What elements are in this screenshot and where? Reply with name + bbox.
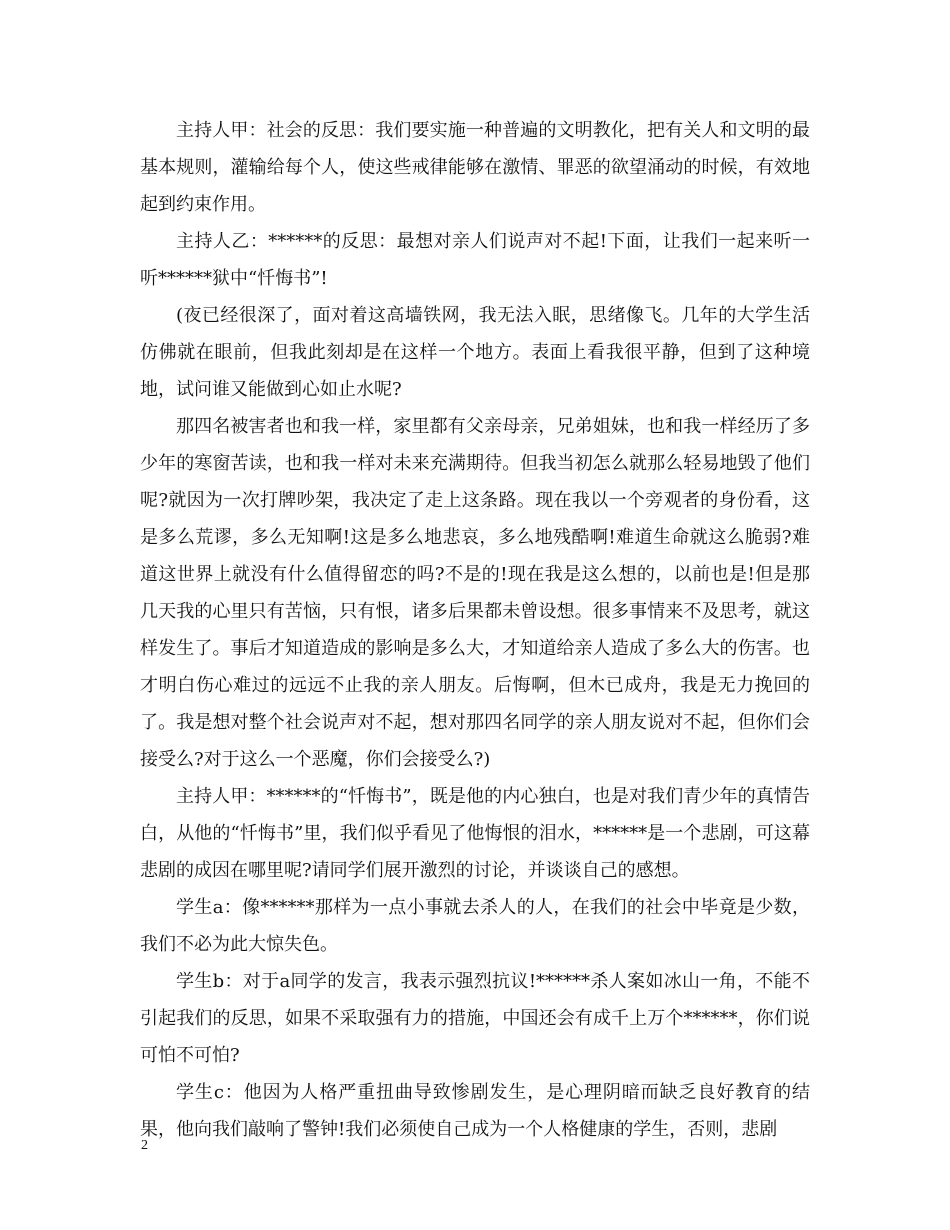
paragraph-confession-opening: (夜已经很深了，面对着这高墙铁网，我无法入眠，思绪像飞。几年的大学生活仿佛就在眼前，但我此刻却是在这样一个地方。表面上看我很平静，但到了这种境地，试问谁又能做到心如止水呢? bbox=[140, 305, 810, 400]
paragraph-host-a-discussion: 主持人甲：******的“忏悔书”，既是他的内心独白，也是对我们青少年的真情告白，从他的“忏悔书”里，我们似乎看见了他悔恨的泪水，******是一个悲剧，可这幕悲剧的成因在哪里呢?请同学们展开激烈的讨论，并谈谈自己的感想。 bbox=[140, 786, 810, 881]
paragraph-student-b: 学生b：对于a同学的发言，我表示强烈抗议!******杀人案如冰山一角，不能不引起我们的反思，如果不采取强有力的措施，中国还会有成千上万个******，你们说可怕不可怕? bbox=[140, 971, 810, 1066]
paragraph-host-b-reflection: 主持人乙：******的反思：最想对亲人们说声对不起!下面，让我们一起来听一听******狱中“忏悔书”! bbox=[140, 231, 810, 289]
paragraph-student-a: 学生a：像******那样为一点小事就去杀人的人，在我们的社会中毕竟是少数，我们不必为此大惊失色。 bbox=[140, 897, 810, 955]
page-number: 2 bbox=[141, 1138, 148, 1153]
document-body bbox=[140, 112, 810, 1148]
paragraph-host-a-social-reflection: 主持人甲：社会的反思：我们要实施一种普遍的文明教化，把有关人和文明的最基本规则，灌输给每个人，使这些戒律能够在激情、罪恶的欲望涌动的时候，有效地起到约束作用。 bbox=[140, 120, 810, 215]
paragraph-confession-body: 那四名被害者也和我一样，家里都有父亲母亲，兄弟姐妹，也和我一样经历了多少年的寒窗苦读，也和我一样对未来充满期待。但我当初怎么就那么轻易地毁了他们呢?就因为一次打牌吵架，我决定了走上这条路。现在我以一个旁观者的身份看，这是多么荒谬，多么无知啊!这是多么地悲哀，多么地残酷啊!难道生命就这么脆弱?难道这世界上就没有什么值得留恋的吗?不是的!现在我是这么想的，以前也是!但是那几天我的心里只有苦恼，只有恨，诸多后果都未曾设想。很多事情来不及思考，就这样发生了。事后才知道造成的影响是多么大，才知道给亲人造成了多么大的伤害。也才明白伤心难过的远远不止我的亲人朋友。后悔啊，但木已成舟，我是无力挽回的了。我是想对整个社会说声对不起，想对那四名同学的亲人朋友说对不起，但你们会接受么?对于这么一个恶魔，你们会接受么?) bbox=[140, 416, 810, 770]
paragraph-student-c: 学生c：他因为人格严重扭曲导致惨剧发生，是心理阴暗而缺乏良好教育的结果，他向我们敲响了警钟!我们必须使自己成为一个人格健康的学生，否则，悲剧 bbox=[140, 1082, 810, 1140]
